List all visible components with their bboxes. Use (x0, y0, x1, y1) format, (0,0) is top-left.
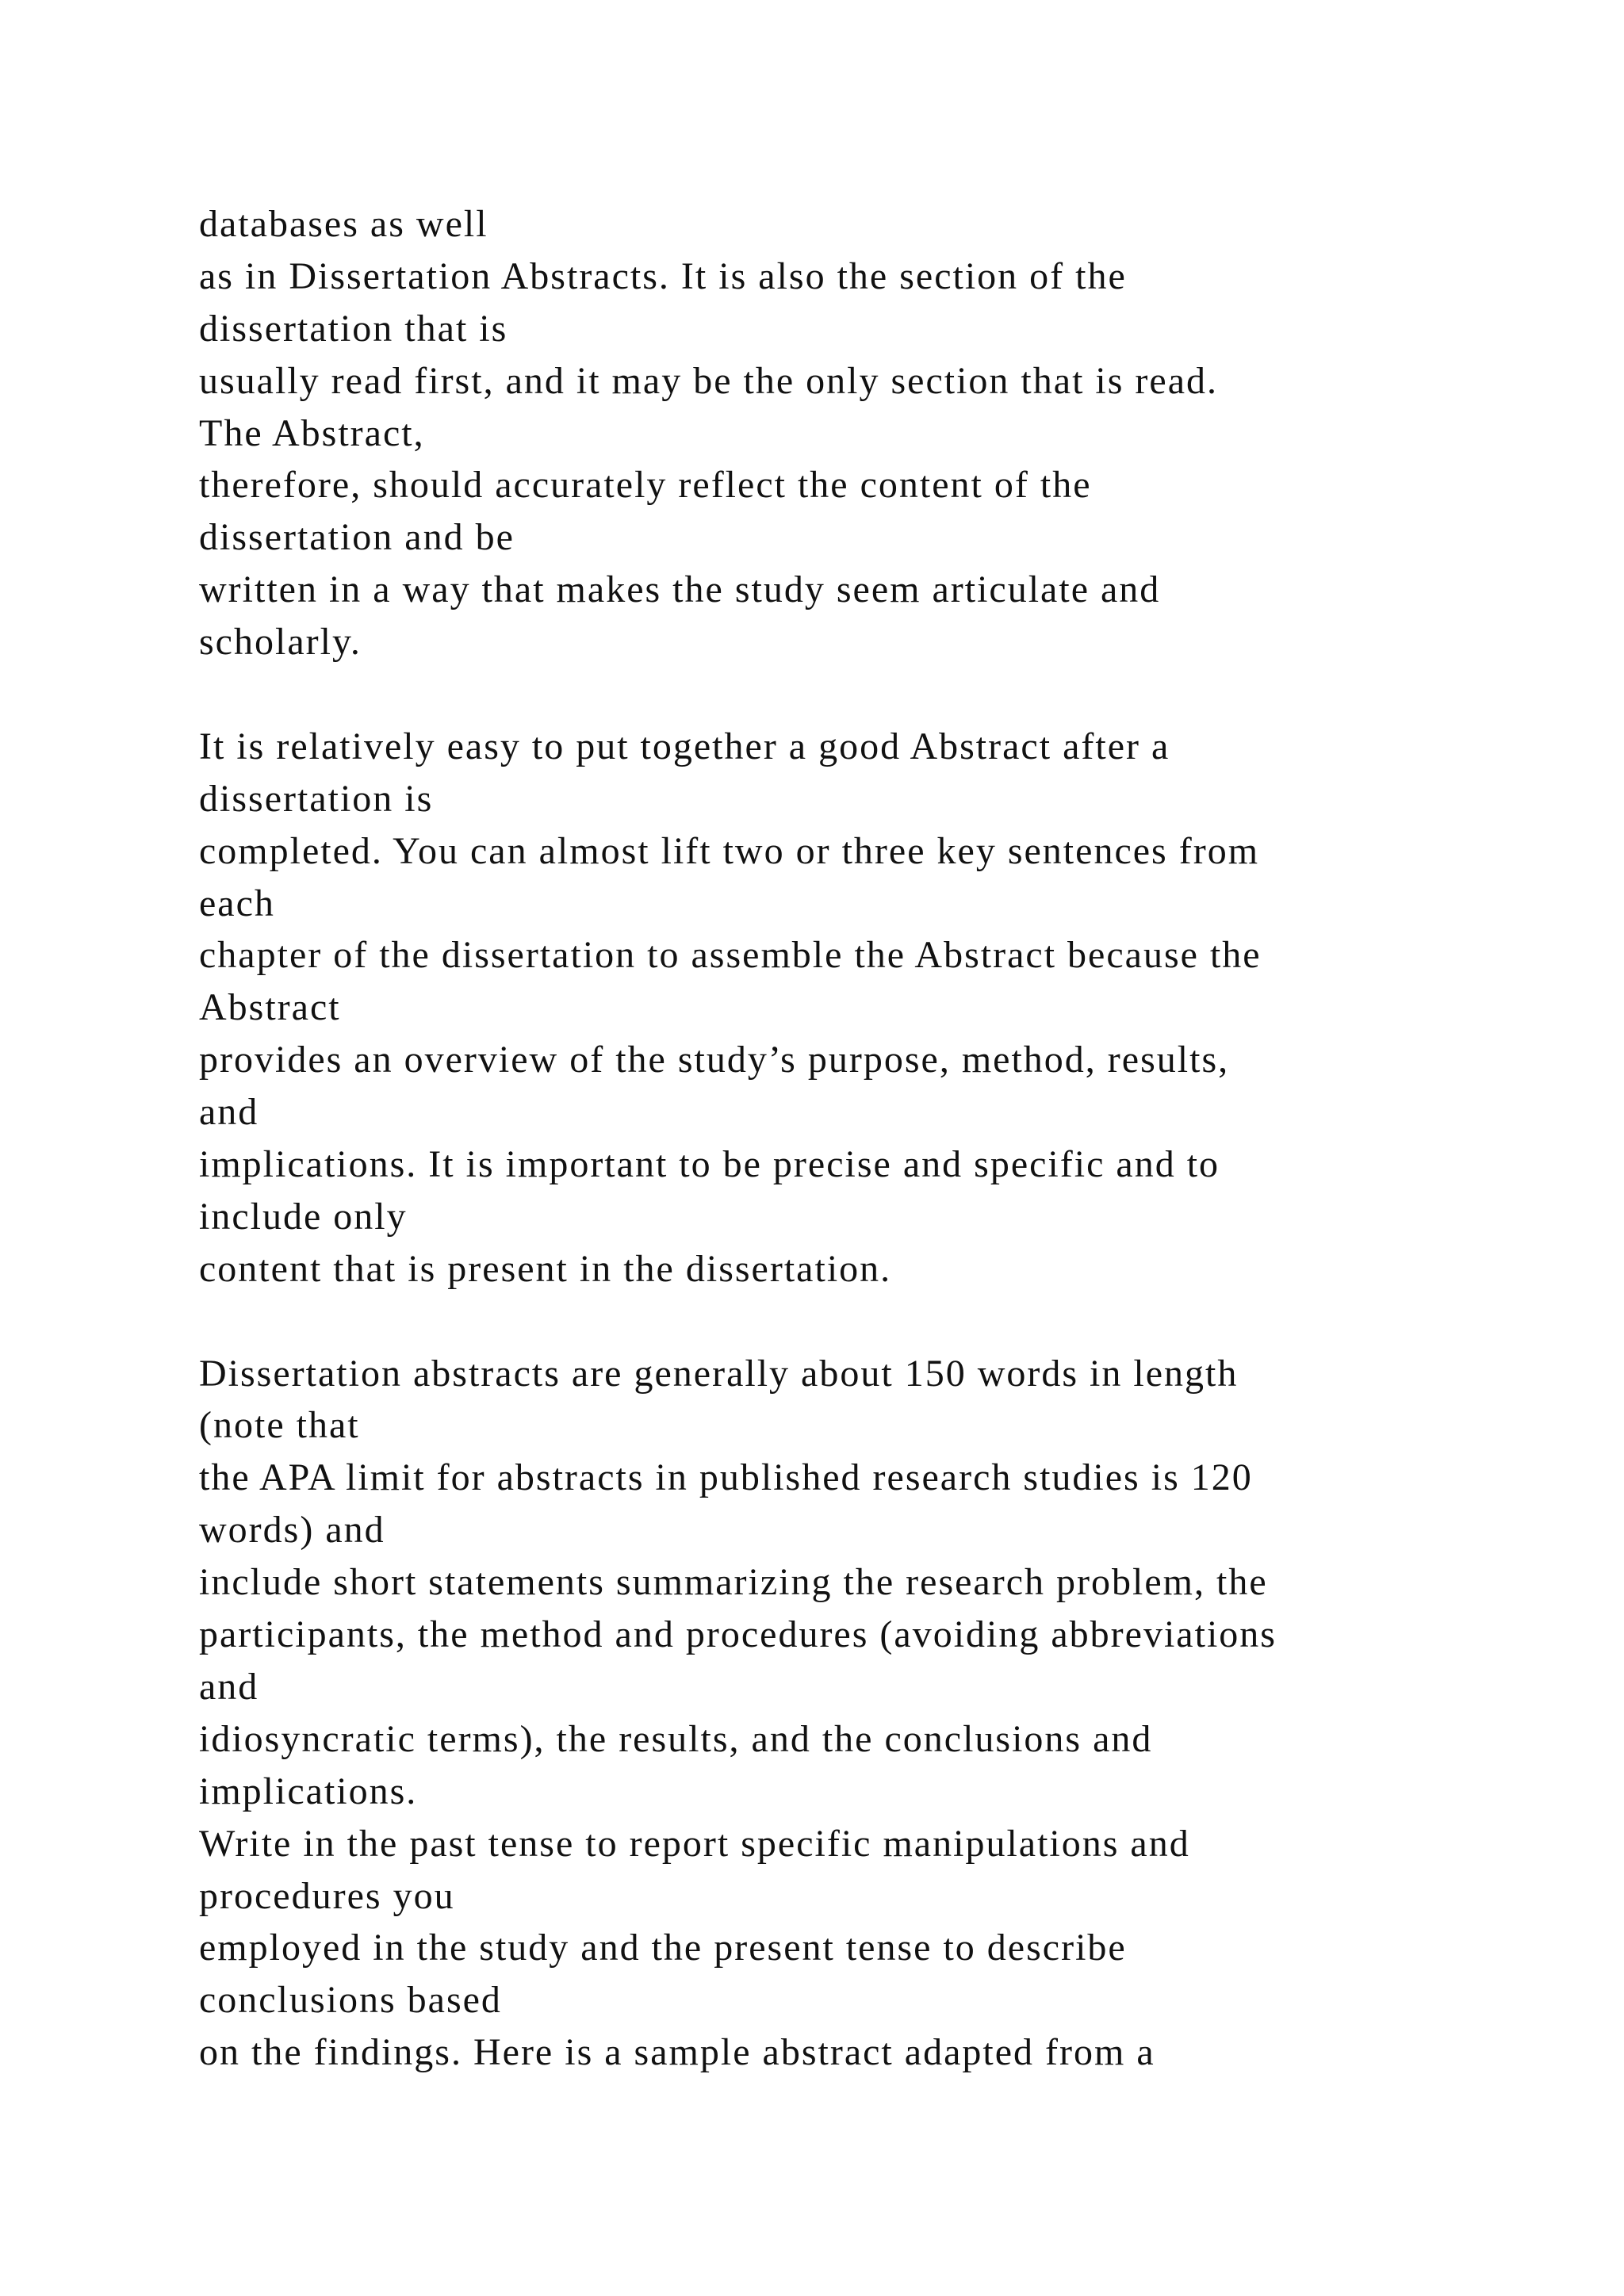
blank-line (199, 668, 1277, 721)
text-line: scholarly. (199, 621, 362, 664)
text-line: words) and (199, 1509, 385, 1552)
text-line: employed in the study and the present tense to describe (199, 1927, 1127, 1969)
text-line: implications. (199, 1770, 418, 1812)
text-line: procedures you (199, 1874, 455, 1917)
text-line: It is relatively easy to put together a good Abstract after a (199, 725, 1170, 767)
text-line: dissertation that is (199, 307, 508, 350)
text-line: provides an overview of the study’s purpose, method, results, (199, 1039, 1230, 1081)
document-body (199, 198, 1277, 2079)
text-line: written in a way that makes the study seem articulate and (199, 568, 1161, 611)
text-line: idiosyncratic terms), the results, and the conclusions and (199, 1717, 1153, 1760)
text-line: on the findings. Here is a sample abstract adapted from a (199, 2031, 1155, 2074)
text-line: dissertation and be (199, 516, 515, 559)
text-line: each (199, 882, 275, 924)
text-line: and (199, 1091, 259, 1134)
text-line: implications. It is important to be precise and specific and to (199, 1143, 1220, 1186)
text-line: completed. You can almost lift two or three key sentences from (199, 829, 1260, 872)
text-line: participants, the method and procedures (avoiding abbreviations (199, 1613, 1277, 1656)
text-line: The Abstract, (199, 411, 425, 454)
text-line: usually read first, and it may be the only section that is read. (199, 359, 1219, 402)
text-line: as in Dissertation Abstracts. It is also the section of the (199, 254, 1127, 297)
text-line: include short statements summarizing the research problem, the (199, 1561, 1268, 1604)
text-line: the APA limit for abstracts in published research studies is 120 (199, 1456, 1253, 1499)
text-line: chapter of the dissertation to assemble the Abstract because the (199, 934, 1262, 977)
text-line: Write in the past tense to report specific manipulations and (199, 1822, 1190, 1865)
text-line: and (199, 1665, 259, 1708)
text-line: Abstract (199, 986, 341, 1029)
blank-line (199, 1295, 1277, 1348)
text-line: therefore, should accurately reflect the content of the (199, 464, 1092, 507)
text-line: Dissertation abstracts are generally about 150 words in length (199, 1352, 1239, 1395)
text-line: include only (199, 1195, 408, 1238)
text-line: (note that (199, 1404, 360, 1447)
text-line: databases as well (199, 203, 488, 245)
text-line: content that is present in the dissertation. (199, 1247, 892, 1290)
text-line: dissertation is (199, 777, 434, 820)
text-line: conclusions based (199, 1979, 502, 2022)
